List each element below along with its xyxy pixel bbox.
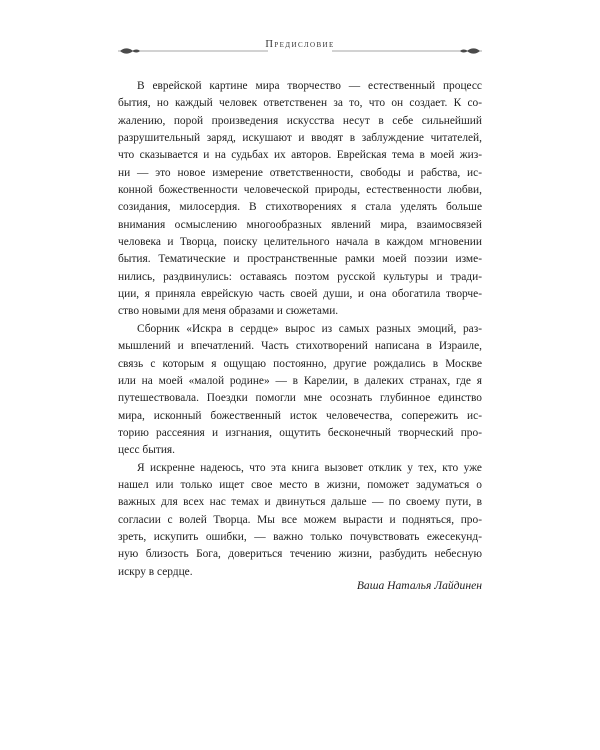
author-signature: Ваша Наталья Лайдинен — [356, 579, 482, 592]
text-line: ство новыми для меня образами и сюжетами. — [118, 305, 339, 318]
text-line: ную близость Бога, довериться течению жизни, разбудить небесную — [118, 548, 482, 561]
text-line: созидания, милосердия. В стихотворениях я стала уделять больше — [118, 201, 482, 214]
text-line: ни — это новое измерение ответственности, свободы и рабства, ис- — [118, 166, 482, 179]
text-line: Сборник «Искра в сердце» вырос из самых разных эмоций, раз- — [137, 322, 482, 335]
text-line: мира, исконный божественный исток человечества, сопережить ис- — [118, 409, 482, 422]
text-line: что сказывается и на судьбах их авторов. Еврейская тема в моей жиз- — [118, 149, 482, 162]
text-line: ции, я приняла еврейскую часть своей души, и она обогатила творче- — [118, 288, 482, 301]
text-line: искру в сердце. — [118, 565, 193, 578]
text-line: зреть, искупить ошибки, — важно только почувствовать ежесекунд- — [118, 530, 482, 543]
text-line: человека и Творца, поиску целительного начала в каждом мгновении — [118, 236, 482, 249]
text-line: путешествовала. Поездки помогли мне осознать глубинное единство — [118, 392, 482, 405]
text-line: или на моей «малой родине» — в Карелии, в далеких странах, где я — [118, 374, 482, 387]
text-line: торию рассеяния и изгнания, ощутить бесконечный творческий про- — [118, 426, 482, 439]
text-line: нились, раздвинулись: оставаясь поэтом русской культуры и тради- — [118, 270, 482, 283]
text-line: жалению, порой произведения искусства несут в себе сильнейший — [118, 114, 482, 127]
text-line: конной божественности человеческой природы, естественности любви, — [118, 184, 482, 197]
text-line: бытия, но каждый человек ответственен за то, что он создает. К со- — [118, 97, 482, 110]
text-line: цесс бытия. — [118, 444, 176, 457]
running-header — [118, 38, 482, 64]
preface-body — [118, 78, 482, 581]
paragraph — [118, 78, 482, 321]
text-line: Я искренне надеюсь, что эта книга вызовет отклик у тех, кто уже — [137, 461, 482, 474]
text-line: внимания осмыслению многообразных явлений мира, взаимосвязей — [118, 218, 482, 231]
paragraph — [118, 460, 482, 581]
text-line: разрушительный заряд, искушают и вводят в заблуждение читателей, — [118, 132, 482, 145]
text-line: бытия. Тематические и пространственные рамки моей поэзии изме- — [118, 253, 482, 266]
text-line: согласии с волей Творца. Мы все можем вырасти и подняться, про- — [118, 513, 482, 526]
text-line: мышлений и впечатлений. Часть стихотворений написана в Израиле, — [118, 340, 482, 353]
header-title: Предисловие — [265, 39, 335, 50]
text-line: В еврейской картине мира творчество — естественный процесс — [137, 80, 482, 92]
text-line: связь с которым я ощущаю постоянно, другие рождались в Москве — [118, 357, 482, 370]
paragraph — [118, 321, 482, 460]
text-line: важных для всех нас темах и двинуться дальше — по своему пути, в — [118, 496, 482, 509]
text-line: нашел или только ищет свое место в жизни, поможет задуматься о — [118, 478, 482, 491]
